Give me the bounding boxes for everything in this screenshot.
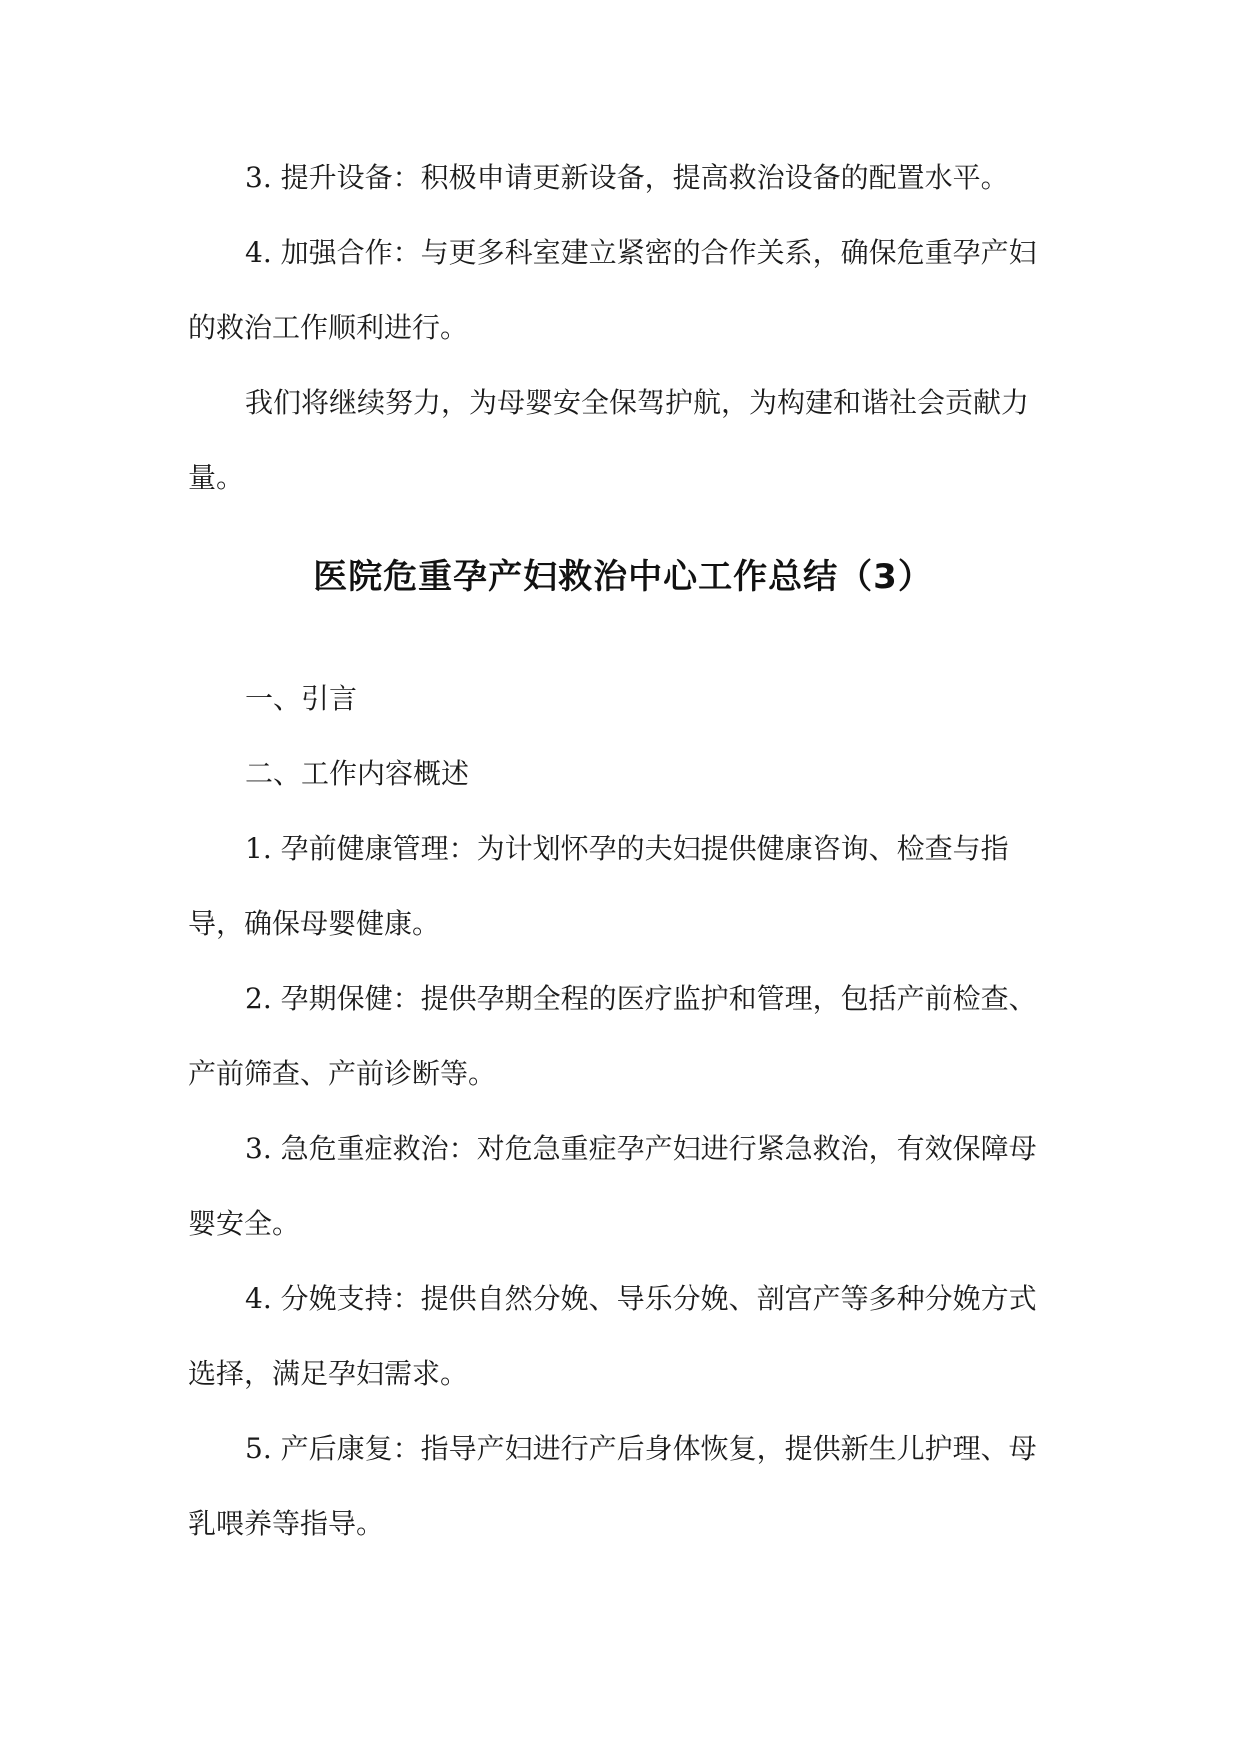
paragraph-postpartum-recovery: 5. 产后康复：指导产妇进行产后身体恢复，提供新生儿护理、母乳喂养等指导。 (188, 1432, 1037, 1540)
section-heading: 医院危重孕产妇救治中心工作总结（3） (313, 557, 933, 597)
paragraph-delivery-support: 4. 分娩支持：提供自然分娩、导乐分娩、剖宫产等多种分娩方式选择，满足孕妇需求。 (188, 1282, 1037, 1390)
paragraph-closing-statement: 我们将继续努力，为母婴安全保驾护航，为构建和谐社会贡献力量。 (188, 386, 1030, 494)
document-body (188, 140, 1058, 1561)
paragraph-pregnancy-care: 2. 孕期保健：提供孕期全程的医疗监护和管理，包括产前检查、产前筛查、产前诊断等。 (188, 982, 1037, 1090)
paragraph-strengthen-cooperation: 4. 加强合作：与更多科室建立紧密的合作关系，确保危重孕产妇的救治工作顺利进行。 (188, 236, 1037, 344)
paragraph-introduction: 一、引言 (245, 682, 358, 715)
paragraph-work-overview: 二、工作内容概述 (245, 757, 470, 790)
paragraph-upgrade-equipment: 3. 提升设备：积极申请更新设备，提高救治设备的配置水平。 (245, 161, 1009, 194)
paragraph-emergency-treatment: 3. 急危重症救治：对危急重症孕产妇进行紧急救治，有效保障母婴安全。 (188, 1132, 1037, 1240)
paragraph-preconception-care: 1. 孕前健康管理：为计划怀孕的夫妇提供健康咨询、检查与指导，确保母婴健康。 (188, 832, 1009, 940)
